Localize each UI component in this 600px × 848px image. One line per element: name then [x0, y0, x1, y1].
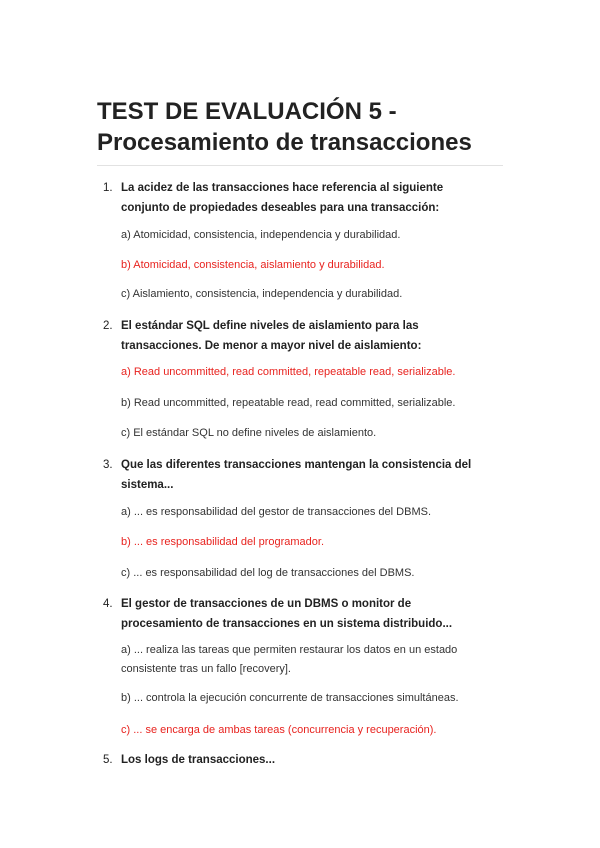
question-4-option-b: b) ... controla la ejecución concurrente de transacciones simultáneas.: [121, 692, 459, 704]
question-number: 3.: [103, 459, 113, 471]
question-4-option-c: c) ... se encarga de ambas tareas (concurrencia y recuperación).: [121, 724, 437, 736]
question-number: 2.: [103, 320, 113, 332]
question-1-option-c: c) Aislamiento, consistencia, independencia y durabilidad.: [121, 288, 403, 300]
question-2-option-c: c) El estándar SQL no define niveles de aislamiento.: [121, 427, 377, 439]
question-2-option-a: a) Read uncommitted, read committed, repeatable read, serializable.: [121, 366, 456, 378]
question-number: 4.: [103, 598, 113, 610]
question-3-option-a: a) ... es responsabilidad del gestor de transacciones del DBMS.: [121, 506, 431, 518]
question-number: 5.: [103, 754, 113, 766]
question-text: Los logs de transacciones...: [121, 754, 276, 766]
question-text: La acidez de las transacciones hace referencia al siguiente conjunto de propiedades deseables para una transacción:: [121, 182, 444, 214]
page-title: TEST DE EVALUACIÓN 5 - Procesamiento de transacciones: [97, 98, 472, 156]
question-text: El gestor de transacciones de un DBMS o monitor de procesamiento de transacciones en un sistema distribuido...: [121, 598, 453, 630]
question-1-option-a: a) Atomicidad, consistencia, independencia y durabilidad.: [121, 229, 401, 241]
question-1-option-b: b) Atomicidad, consistencia, aislamiento y durabilidad.: [121, 259, 385, 271]
question-2-option-b: b) Read uncommitted, repeatable read, read committed, serializable.: [121, 397, 456, 409]
question-3-option-c: c) ... es responsabilidad del log de transacciones del DBMS.: [121, 567, 415, 579]
question-text: Que las diferentes transacciones mantengan la consistencia del sistema...: [121, 459, 472, 491]
question-4-option-a: a) ... realiza las tareas que permiten restaurar los datos en un estado consistente tras un fallo [recovery].: [121, 644, 458, 675]
question-text: El estándar SQL define niveles de aislamiento para las transacciones. De menor a mayor nivel de aislamiento:: [121, 320, 422, 352]
title-divider: [97, 165, 503, 166]
question-3-option-b: b) ... es responsabilidad del programador.: [121, 536, 325, 548]
question-number: 1.: [103, 182, 113, 194]
